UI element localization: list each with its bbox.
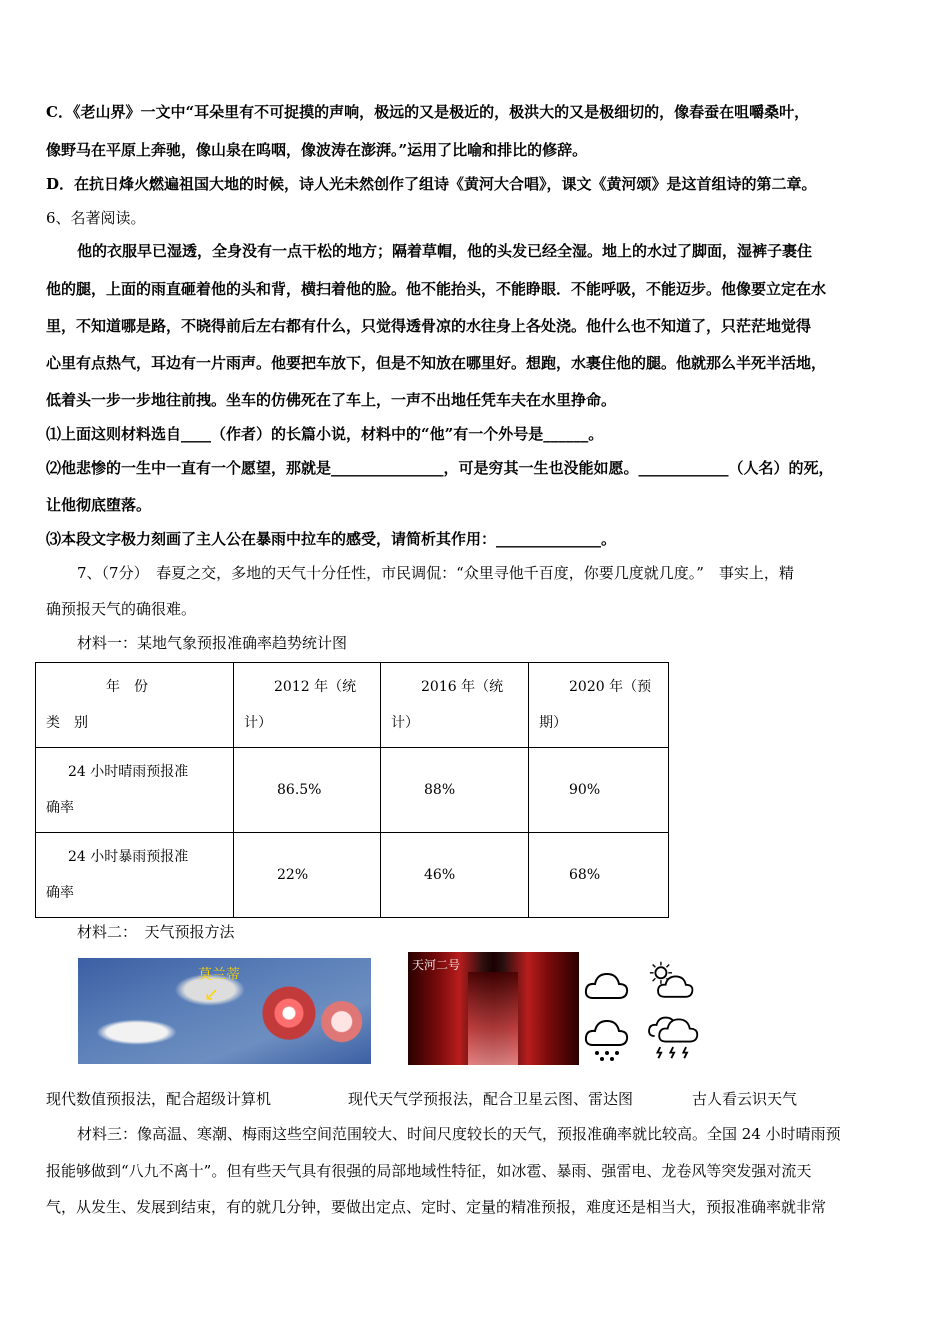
q6-passage-line: 他的腿，上面的雨直砸着他的头和背，横扫着他的脸。他不能抬头，不能睁眼．不能呼吸，不能迈步。他像要立定在水 <box>46 280 827 298</box>
table-header-cell <box>234 663 381 748</box>
table-header-cell <box>381 663 529 748</box>
q6-passage-line: 他的衣服早已湿透，全身没有一点干松的地方；隔着草帽，他的头发已经全湿。地上的水过了脚面，湿裤子裹住 <box>77 242 813 260</box>
forecast-accuracy-table <box>35 662 669 918</box>
table-cell <box>234 833 381 918</box>
cell-value: 86.5% <box>277 782 322 798</box>
table-cell <box>529 748 669 833</box>
table-cell <box>234 748 381 833</box>
q6-sub2-line2: 让他彻底堕落。 <box>46 496 152 514</box>
option-d: D．在抗日烽火燃遍祖国大地的时候，诗人光未然创作了组诗《黄河大合唱》，课文《黄河颂》是这首组诗的第二章。 <box>46 175 817 193</box>
caption-ancient: 古人看云识天气 <box>692 1090 798 1108</box>
table-cell <box>381 748 529 833</box>
row-label-line: 24 小时暴雨预报准 <box>68 849 189 865</box>
table-row <box>36 833 669 918</box>
header-line: 2012 年（统 <box>274 679 357 695</box>
table-header-cell <box>529 663 669 748</box>
header-line: 2020 年（预 <box>569 679 652 695</box>
thunderstorm-cloud-icon <box>645 1012 705 1060</box>
row-label-line: 确率 <box>46 885 74 901</box>
header-line: 计） <box>391 715 419 731</box>
q7-intro-line2: 确预报天气的确很难。 <box>46 600 197 618</box>
row-label-line: 24 小时晴雨预报准 <box>68 764 189 780</box>
hail-cloud-icon <box>583 1015 631 1063</box>
q7-intro-line1: 7、（7分） 春夏之交，多地的天气十分任性，市民调侃：“众里寻他千百度，你要几度就几度。” 事实上，精 <box>77 564 794 582</box>
q6-sub3: ⑶本段文字极力刻画了主人公在暴雨中拉车的感受，请简析其作用：______________。 <box>46 530 617 548</box>
corner-category-label: 类 别 <box>46 715 88 731</box>
cloud-icon <box>583 962 631 1010</box>
table-row <box>36 748 669 833</box>
row-label-cell <box>36 833 234 918</box>
q6-passage-line: 里，不知道哪是路，不晓得前后左右都有什么，只觉得透骨凉的水往身上各处浇。他什么也不知道了，只茫茫地觉得 <box>46 317 812 335</box>
corner-year-label: 年 份 <box>106 679 148 695</box>
q6-sub2-line1: ⑵他悲惨的一生中一直有一个愿望，那就是_______________，可是穷其一生也没能如愿。____________（人名）的死， <box>46 459 834 477</box>
q6-passage-line: 心里有点热气，耳边有一片雨声。他要把车放下，但是不知放在哪里好。想跑，水裹住他的腿。他就那么半死半活地， <box>46 354 827 372</box>
cell-value: 68% <box>569 867 601 883</box>
material2-title: 材料二： 天气预报方法 <box>77 923 235 941</box>
supercomputer-image <box>408 952 579 1065</box>
material3-line: 气，从发生、发展到结束，有的就几分钟，要做出定点、定时、定量的精准预报，难度还是相当大，预报准确率就非常 <box>46 1198 827 1216</box>
material1-title: 材料一：某地气象预报准确率趋势统计图 <box>77 634 348 652</box>
supercomputer-label: 天河二号 <box>412 958 461 972</box>
typhoon-label: 莫兰蒂 <box>198 967 240 983</box>
caption-numerical: 现代数值预报法，配合超级计算机 <box>46 1090 272 1108</box>
option-c-line2: 像野马在平原上奔驰，像山泉在呜咽，像波涛在澎湃。”运用了比喻和排比的修辞。 <box>46 141 588 159</box>
header-line: 期） <box>539 715 567 731</box>
q6-title: 6、名著阅读。 <box>46 209 146 227</box>
q6-passage-line: 低着头一步一步地往前拽。坐车的仿佛死在了车上，一声不出地任凭车夫在水里挣命。 <box>46 391 617 409</box>
table-cell <box>529 833 669 918</box>
row-label-cell <box>36 748 234 833</box>
row-label-line: 确率 <box>46 800 74 816</box>
cell-value: 22% <box>277 867 309 883</box>
table-header-row <box>36 663 669 748</box>
table-corner-cell <box>36 663 234 748</box>
material3-line: 材料三：像高温、寒潮、梅雨这些空间范围较大、时间尺度较长的天气，预报准确率就比较高。全国 24 小时晴雨预 <box>77 1125 841 1143</box>
header-line: 计） <box>244 715 272 731</box>
arrow-icon: ↙ <box>204 984 220 1005</box>
satellite-cloud-image <box>78 958 371 1064</box>
q6-sub1: ⑴上面这则材料选自____（作者）的长篇小说，材料中的“他”有一个外号是______。 <box>46 425 604 443</box>
option-c-line1: C．《老山界》一文中“耳朵里有不可捉摸的声响，极远的又是极近的，极洪大的又是极细切的，像春蚕在咀嚼桑叶， <box>46 103 810 121</box>
cell-value: 90% <box>569 782 601 798</box>
table-cell <box>381 833 529 918</box>
header-line: 2016 年（统 <box>421 679 504 695</box>
material3-line: 报能够做到“八九不离十”。但有些天气具有很强的局部地域性特征，如冰雹、暴雨、强雷电、龙卷风等突发强对流天 <box>46 1162 812 1180</box>
caption-satellite: 现代天气学预报法，配合卫星云图、雷达图 <box>348 1090 634 1108</box>
cell-value: 46% <box>424 867 456 883</box>
cell-value: 88% <box>424 782 456 798</box>
sun-cloud-icon <box>648 958 696 1006</box>
